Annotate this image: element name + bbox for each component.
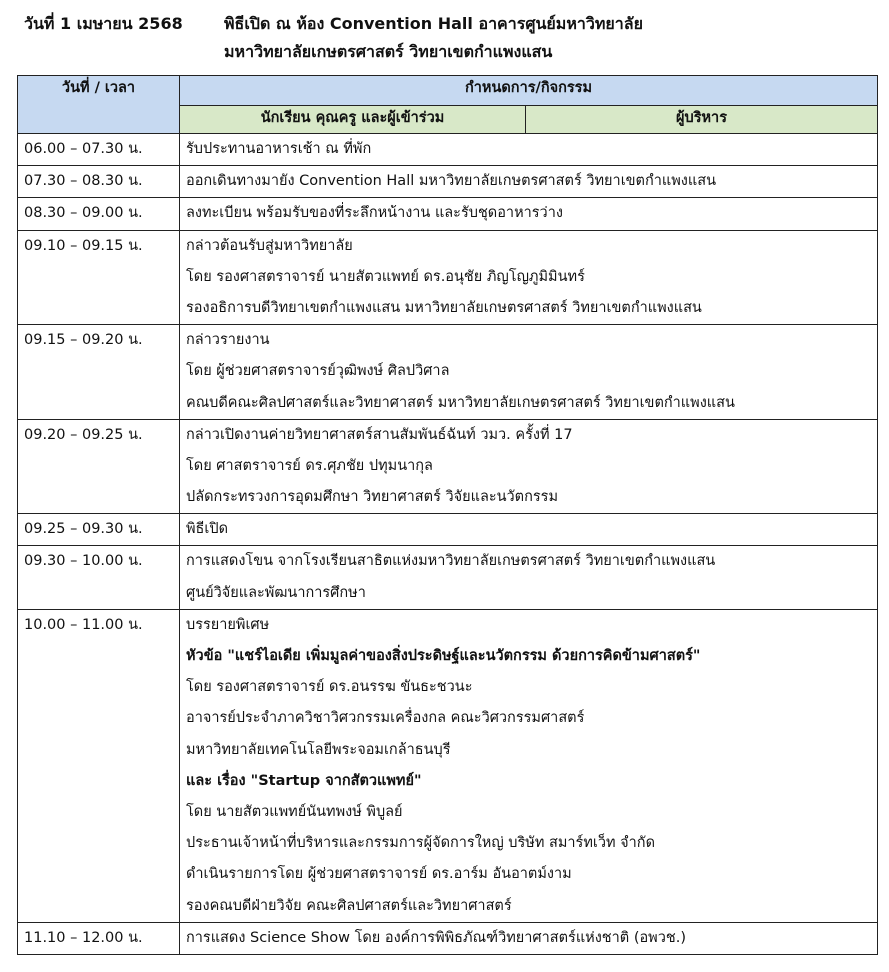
row-line: ปลัดกระทรวงการอุดมศึกษา วิทยาศาสตร์ วิจัยและนวัตกรรม (186, 489, 559, 506)
table-row (18, 419, 878, 514)
row-line: รองอธิการบดีวิทยาเขตกำแพงแสน มหาวิทยาลัยเกษตรศาสตร์ วิทยาเขตกำแพงแสน (186, 299, 702, 316)
row-line: ออกเดินทางมายัง Convention Hall มหาวิทยาลัยเกษตรศาสตร์ วิทยาเขตกำแพงแสน (186, 173, 716, 190)
row-time: 10.00 – 11.00 น. (24, 616, 143, 633)
row-line: ดำเนินรายการโดย ผู้ช่วยศาสตราจารย์ ดร.อาร์ม อันอาตม์งาม (186, 866, 572, 883)
schedule-table (17, 75, 878, 955)
table-row (18, 546, 878, 609)
header-time: วันที่ / เวลา (18, 76, 180, 134)
subheader-students: นักเรียน คุณครู และผู้เข้าร่วม (180, 106, 526, 134)
header-activity: กำหนดการ/กิจกรรม (180, 76, 878, 106)
row-line: โดย รองศาสตราจารย์ ดร.อนรรฆ ขันธะชวนะ (186, 679, 473, 696)
row-line: บรรยายพิเศษ (186, 616, 270, 633)
table-row (18, 609, 878, 922)
table-row (18, 922, 878, 954)
table-row (18, 198, 878, 230)
heading-line-1 (24, 10, 884, 38)
row-line: ประธานเจ้าหน้าที่บริหารและกรรมการผู้จัดการใหญ่ บริษัท สมาร์ทเว็ท จำกัด (186, 835, 656, 852)
table-row (18, 325, 878, 420)
page-heading (24, 10, 884, 66)
row-time: 09.15 – 09.20 น. (24, 332, 143, 349)
venue-line-1: พิธีเปิด ณ ห้อง Convention Hall อาคารศูนย์มหาวิทยาลัย (224, 14, 643, 33)
row-line: พิธีเปิด (186, 521, 228, 538)
row-time: 09.25 – 09.30 น. (24, 521, 143, 538)
table-row (18, 166, 878, 198)
row-line: การแสดงโขน จากโรงเรียนสาธิตแห่งมหาวิทยาลัยเกษตรศาสตร์ วิทยาเขตกำแพงแสน (186, 553, 716, 570)
row-line: อาจารย์ประจำภาควิชาวิศวกรรมเครื่องกล คณะวิศวกรรมศาสตร์ (186, 710, 585, 727)
row-time: 11.10 – 12.00 น. (24, 929, 143, 946)
row-time: 07.30 – 08.30 น. (24, 173, 143, 190)
header-row (18, 76, 878, 106)
event-date: วันที่ 1 เมษายน 2568 (24, 14, 183, 33)
row-time: 09.20 – 09.25 น. (24, 426, 143, 443)
row-line: มหาวิทยาลัยเทคโนโลยีพระจอมเกล้าธนบุรี (186, 741, 451, 758)
table-row (18, 514, 878, 546)
subheader-executives: ผู้บริหาร (526, 106, 878, 134)
lecture-subject: และ เรื่อง "Startup จากสัตวแพทย์" (186, 772, 422, 789)
row-line: รองคณบดีฝ่ายวิจัย คณะศิลปศาสตร์และวิทยาศาสตร์ (186, 897, 512, 914)
row-time: 09.10 – 09.15 น. (24, 237, 143, 254)
row-line: กล่าวต้อนรับสู่มหาวิทยาลัย (186, 237, 353, 254)
row-line: ลงทะเบียน พร้อมรับของที่ระลึกหน้างาน และรับชุดอาหารว่าง (186, 205, 563, 222)
lecture-topic: หัวข้อ "แชร์ไอเดีย เพิ่มมูลค่าของสิ่งประดิษฐ์และนวัตกรรม ด้วยการคิดข้ามศาสตร์" (186, 648, 701, 664)
venue-line-2: มหาวิทยาลัยเกษตรศาสตร์ วิทยาเขตกำแพงแสน (224, 42, 553, 61)
row-line: กล่าวเปิดงานค่ายวิทยาศาสตร์สานสัมพันธ์ฉันท์ วมว. ครั้งที่ 17 (186, 426, 573, 443)
row-line: รับประทานอาหารเช้า ณ ที่พัก (186, 141, 372, 157)
row-time: 08.30 – 09.00 น. (24, 205, 143, 222)
table-row (18, 230, 878, 325)
row-line: โดย รองศาสตราจารย์ นายสัตวแพทย์ ดร.อนุชัย ภิญโญภูมิมินทร์ (186, 268, 585, 285)
row-time: 06.00 – 07.30 น. (24, 141, 143, 157)
table-row (18, 134, 878, 166)
row-line: การแสดง Science Show โดย องค์การพิพิธภัณฑ์วิทยาศาสตร์แห่งชาติ (อพวช.) (186, 929, 686, 946)
row-line: คณบดีคณะศิลปศาสตร์และวิทยาศาสตร์ มหาวิทยาลัยเกษตรศาสตร์ วิทยาเขตกำแพงแสน (186, 394, 735, 411)
row-line: โดย ผู้ช่วยศาสตราจารย์วุฒิพงษ์ ศิลปวิศาล (186, 363, 450, 380)
row-line: โดย ศาสตราจารย์ ดร.ศุภชัย ปทุมนากุล (186, 457, 433, 474)
row-line: ศูนย์วิจัยและพัฒนาการศึกษา (186, 584, 366, 601)
row-line: โดย นายสัตวแพทย์นันทพงษ์ พิบูลย์ (186, 803, 403, 820)
row-time: 09.30 – 10.00 น. (24, 553, 143, 570)
row-line: กล่าวรายงาน (186, 332, 270, 349)
